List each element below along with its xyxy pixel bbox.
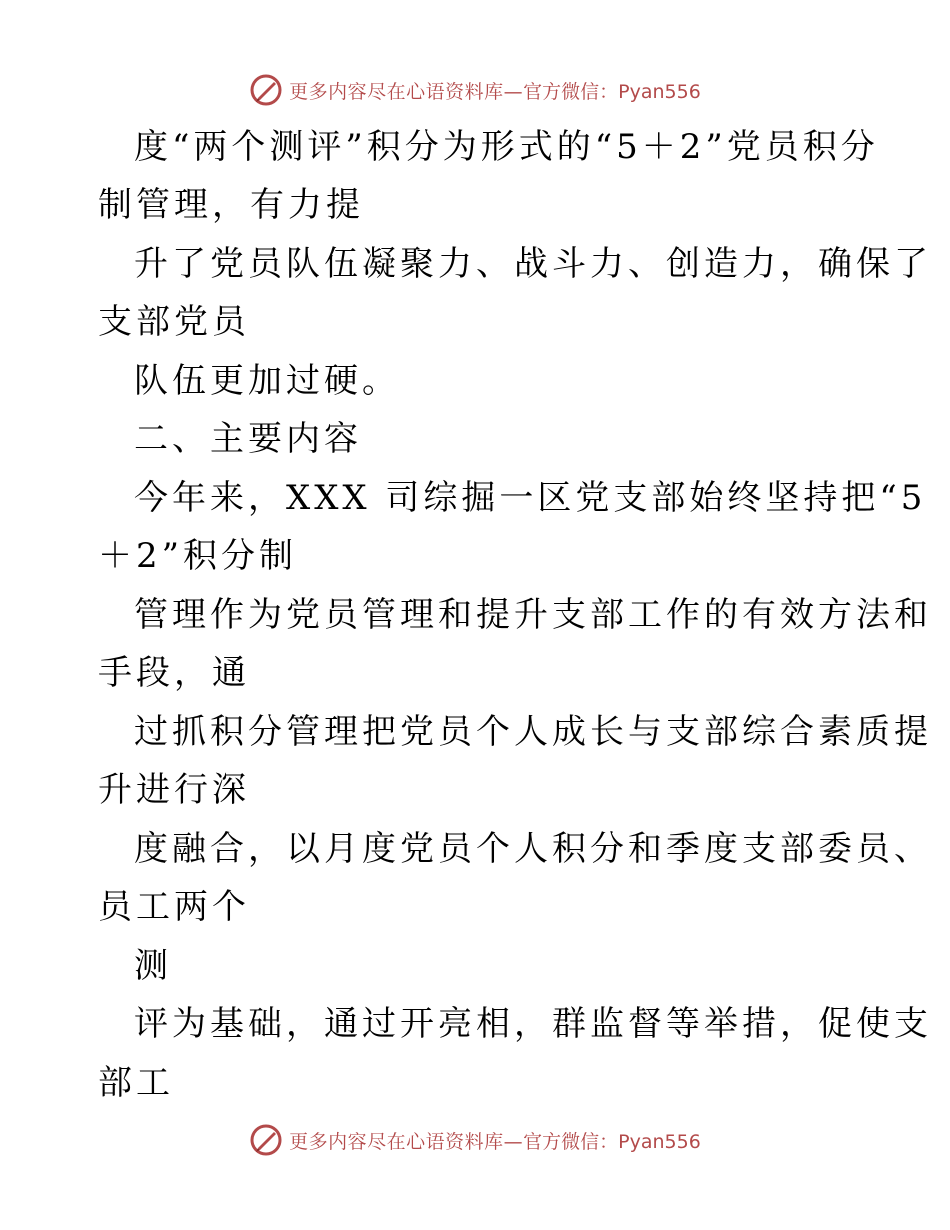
- text-line: 升进行深: [98, 770, 250, 810]
- text-line: 度“两个测评”积分为形式的“5＋2”党员积分: [134, 127, 879, 167]
- text-line: 制管理，有力提: [98, 185, 364, 225]
- text-line: 管理作为党员管理和提升支部工作的有效方法和: [134, 595, 932, 635]
- text-line: 过抓积分管理把党员个人成长与支部综合素质提: [134, 712, 932, 752]
- watermark-text: 更多内容尽在心语资料库—: [289, 80, 524, 103]
- text-line: 部工: [98, 1063, 174, 1103]
- watermark-contact: 官方微信：Pyan556: [523, 1130, 701, 1153]
- text-line: ＋2”积分制: [98, 536, 298, 576]
- text-line: 手段，通: [98, 653, 250, 693]
- text-line: 测: [134, 946, 172, 986]
- text-line: 队伍更加过硬。: [134, 361, 400, 401]
- text-line: 度融合，以月度党员个人积分和季度支部委员、: [134, 829, 932, 869]
- watermark-footer: [0, 1120, 950, 1160]
- pen-logo-icon: [249, 1123, 283, 1157]
- text-line: 今年来，XXX 司综掘一区党支部始终坚持把“5: [134, 478, 927, 518]
- section-heading: 二、主要内容: [134, 419, 362, 459]
- watermark-text: 更多内容尽在心语资料库—: [289, 1130, 524, 1153]
- text-line: 升了党员队伍凝聚力、战斗力、创造力，确保了: [134, 244, 932, 284]
- text-line: 员工两个: [98, 887, 250, 927]
- text-line: 支部党员: [98, 302, 250, 342]
- text-line: 评为基础，通过开亮相，群监督等举措，促使支: [134, 1004, 932, 1044]
- watermark-contact: 官方微信：Pyan556: [523, 80, 701, 103]
